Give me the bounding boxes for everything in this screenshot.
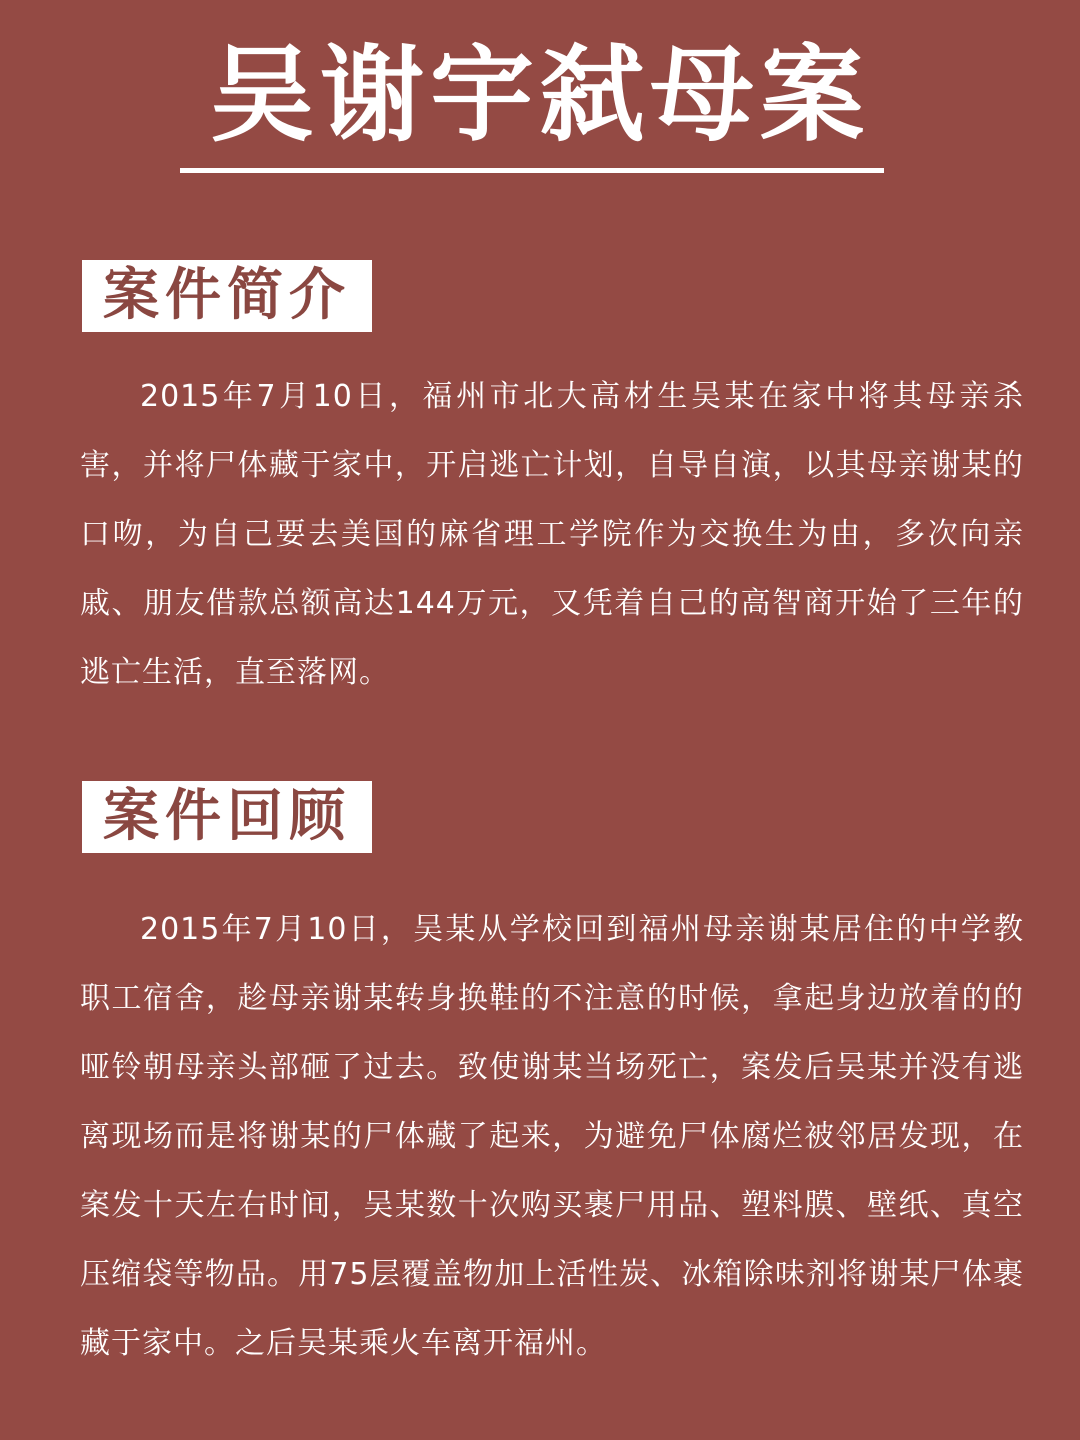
page-title: 吴谢宇弑母案 xyxy=(209,33,870,156)
title-underline xyxy=(180,168,884,173)
section-body-case-review: 2015年7月10日，吴某从学校回到福州母亲谢某居住的中学教职工宿舍，趁母亲谢某转身换鞋的不注意的时候，拿起身边放着的的哑铃朝母亲头部砸了过去。致使谢某当场死亡，案发后吴某并没有逃离现场而是将谢某的尸体藏了起来，为避免尸体腐烂被邻居发现，在案发十天左右时间，吴某数十次购买裹尸用品、塑料膜、壁纸、真空压缩袋等物品。用75层覆盖物加上活性炭、冰箱除味剂将谢某尸体裹藏于家中。之后吴某乘火车离开福州。 xyxy=(80,912,1024,1361)
section-body-case-summary: 2015年7月10日，福州市北大高材生吴某在家中将其母亲杀害，并将尸体藏于家中，开启逃亡计划，自导自演，以其母亲谢某的口吻，为自己要去美国的麻省理工学院作为交换生为由，多次向亲戚、朋友借款总额高达144万元，又凭着自己的高智商开始了三年的逃亡生活，直至落网。 xyxy=(80,379,1024,690)
section-heading-case-review: 案件回顾 xyxy=(82,781,372,853)
section-heading-case-summary: 案件简介 xyxy=(82,260,372,332)
